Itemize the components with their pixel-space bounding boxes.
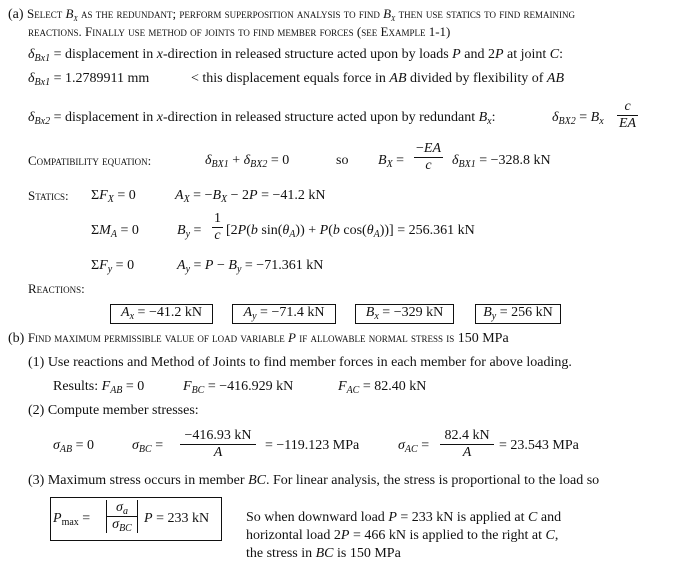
compat-bx: $B_X$ = [378,153,405,170]
part-b-heading-line: (b) Find maximum permissible value of load variable P if allowable normal stress is 150 MPa [8,330,509,346]
sigma-ac-den: A [462,445,472,460]
part-a-intro-line2: reactions. Finally use method of joints to find member forces (see Example 1-1) [28,24,451,39]
dbx2-rhs: $\delta_{BX2} = B_x$ [552,110,604,127]
pmax-den: $\sigma_{BC}$ [112,517,132,534]
pmax-rhs: P = 233 kN [144,511,210,526]
fac-result: $F_{AC} = 82.40$ kN [338,379,427,396]
dbx2-definition: $\delta_{Bx2}$ = displacement in x-direction in released structure acted upon by redundant $B_x$: [28,110,496,127]
sigma-ab: $\sigma_{AB} = 0$ [53,438,95,455]
conclusion-line2: horizontal load 2P = 466 kN is applied to the right at C, [246,528,559,543]
statics-label: Statics: [28,188,69,203]
reactions-label: Reactions: [28,281,85,296]
sum-fy: $\Sigma F_y = 0$ [91,258,135,275]
part-a-intro-text: Select $B_x$ as the redundant; perform superposition analysis to find $B_x$ then use statics to find remaining [27,6,575,24]
compat-fraction [414,141,443,174]
pmax-box [50,497,222,541]
part-b-label: (b) [8,331,25,346]
sigma-bc-lhs: $\sigma_{BC}$ = [132,438,164,455]
ay-equation: $A_y = P - B_y = -71.361$ kN [177,258,324,275]
compat-frac-num: −EA [416,141,442,156]
sum-ma: $\Sigma M_A = 0$ [91,223,139,240]
dbx1-value-line: $\delta_{Bx1} = 1.2789911$ mm [28,71,150,88]
reaction-ay-box: $A_y = -71.4$ kN [232,304,336,324]
sigma-ac-lhs: $\sigma_{AC}$ = [398,438,430,455]
sum-fx: $\Sigma F_X = 0$ [91,188,136,205]
dbx2-frac-num: c [617,99,638,116]
compat-result: $\delta_{BX1} = -328.8$ kN [452,153,551,170]
step3-text: (3) Maximum stress occurs in member BC. For linear analysis, the stress is proportional to the load so [28,473,600,488]
sigma-bc-rhs: = −119.123 MPa [265,438,360,453]
by-lhs: $B_y$ = [177,223,202,240]
part-a-intro-line1 [8,6,575,23]
ax-equation: $A_X = -B_X - 2P = -41.2$ kN [175,188,326,205]
compat-so: so [336,153,349,168]
sigma-ac-num: 82.4 kN [440,428,494,445]
fbc-result: $F_{BC} = -416.929$ kN [183,379,294,396]
by-frac-den: c [214,228,221,243]
compat-label: Compatibility equation: [28,153,152,168]
conclusion-line3: the stress in BC is 150 MPa [246,546,401,561]
conclusion-line1: So when downward load P = 233 kN is applied at C and [246,510,562,525]
by-frac-num: 1 [214,211,221,226]
sigma-bc-num: −416.93 kN [180,428,256,445]
dbx2-frac-den: EA [619,116,637,131]
pmax-lhs: $P_{max}$ = [53,511,91,528]
step2-text: (2) Compute member stresses: [28,403,199,418]
dbx2-fraction [617,99,638,132]
results-line: Results: $F_{AB} = 0$ [53,379,145,396]
sigma-ac-fraction [440,428,494,461]
dbx1-definition: $\delta_{Bx1}$ = displacement in x-direction in released structure acted upon by loads P and 2P at joint C: [28,47,564,64]
compat-frac-den: c [425,158,432,173]
step1-text: (1) Use reactions and Method of Joints to find member forces in each member for above loading. [28,355,572,370]
dbx1-note: < this displacement equals force in AB divided by flexibility of AB [191,71,564,86]
sigma-bc-den: A [213,445,223,460]
by-rhs: [2P(b $\sin(\theta_A)) + P(b$ $\cos(\theta_A))] = 256.361$ kN [226,223,475,240]
reaction-bx-box: $B_x = -329$ kN [355,304,454,324]
compat-equation: $\delta_{BX1} + \delta_{BX2} = 0$ [205,153,290,170]
part-b-heading: Find maximum permissible value of load variable P if allowable normal stress is [27,330,455,345]
reaction-by-box: $B_y = 256$ kN [475,304,561,324]
sigma-ac-rhs: = 23.543 MPa [499,438,579,453]
part-a-label: (a) [8,7,24,22]
pmax-num: $\sigma_a$ [107,500,137,517]
sigma-bc-fraction [180,428,256,461]
pmax-fraction [106,500,138,533]
by-fraction [212,211,223,244]
reaction-ax-box: $A_x = -41.2$ kN [110,304,213,324]
